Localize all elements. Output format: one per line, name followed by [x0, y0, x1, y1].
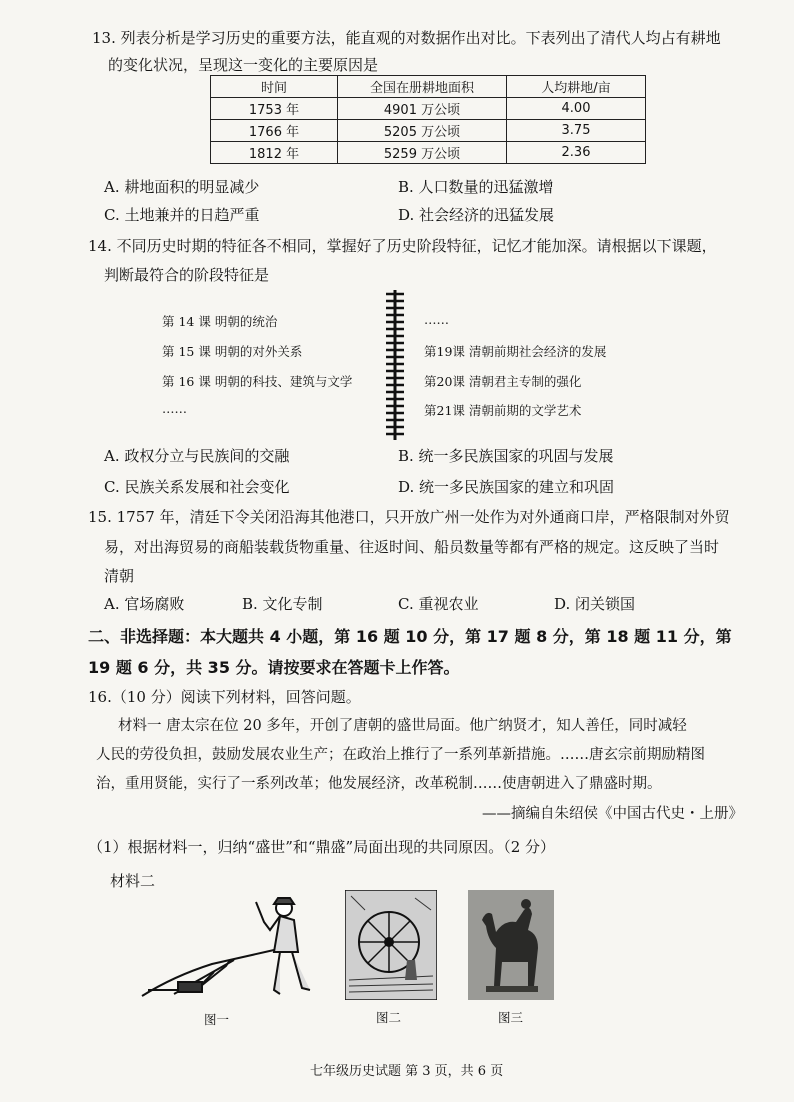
table-cell: 5259 万公顷 [338, 142, 507, 164]
q15-option-a[interactable]: A. 官场腐败 [104, 595, 185, 613]
q14-option-d[interactable]: D. 统一多民族国家的建立和巩固 [398, 478, 615, 496]
section-heading-line2: 19 题 6 分，共 35 分。请按要求在答题卡上作答。 [88, 658, 460, 677]
table-cell: 5205 万公顷 [338, 120, 507, 142]
table-cell: 1753 年 [211, 98, 338, 120]
material-one-line1: 材料一 唐太宗在位 20 多年，开创了唐朝的盛世局面。他广纳贤才，知人善任，同时减轻 [118, 718, 687, 734]
notebook-spine-icon [386, 290, 404, 440]
q14-option-c[interactable]: C. 民族关系发展和社会变化 [104, 478, 290, 496]
table-row [211, 98, 646, 120]
table-header: 全国在册耕地面积 [338, 76, 507, 98]
lesson-item: 第 16 课 明朝的科技、建筑与文学 [162, 374, 353, 389]
table-row [211, 120, 646, 142]
material-source: ——摘编自朱绍侯《中国古代史・上册》 [482, 806, 743, 822]
lesson-item: 第 14 课 明朝的统治 [162, 314, 278, 329]
lesson-item: 第21课 清朝前期的文学艺术 [424, 403, 582, 418]
q13-stem-line1: 13. 列表分析是学习历史的重要方法，能直观的对数据作出对比。下表列出了清代人均占有耕地 [92, 29, 721, 47]
q13-stem-line2: 的变化状况，呈现这一变化的主要原因是 [108, 56, 379, 74]
section-heading-line1: 二、非选择题：本大题共 4 小题，第 16 题 10 分，第 17 题 8 分，第 18 题 11 分，第 [88, 627, 732, 646]
q14-option-b[interactable]: B. 统一多民族国家的巩固与发展 [398, 447, 614, 465]
figure-caption: 图二 [376, 1010, 402, 1025]
lesson-item: …… [162, 401, 187, 416]
camel-figurine-figure-icon [468, 890, 554, 1000]
q15-stem-line3: 清朝 [104, 567, 135, 585]
water-wheel-figure-icon [345, 890, 437, 1000]
q15-stem-line1: 15. 1757 年，清廷下令关闭沿海其他港口，只开放广州一处作为对外通商口岸，严格限制对外贸 [88, 508, 730, 526]
table-header: 时间 [211, 76, 338, 98]
material-two-label: 材料二 [110, 872, 156, 890]
material-one-line3: 治，重用贤能，实行了一系列改革；他发展经济，改革税制……使唐朝进入了鼎盛时期。 [96, 776, 662, 792]
figure-caption: 图一 [204, 1012, 230, 1027]
q13-option-b[interactable]: B. 人口数量的迅猛激增 [398, 178, 554, 196]
table-cell: 4.00 [507, 98, 646, 120]
table-cell: 4901 万公顷 [338, 98, 507, 120]
lesson-item: …… [424, 312, 449, 327]
figure-caption: 图三 [498, 1010, 524, 1025]
q13-table [210, 75, 646, 164]
sub-question-1: （1）根据材料一，归纳“盛世”和“鼎盛”局面出现的共同原因。（2 分） [88, 838, 556, 856]
table-row [211, 142, 646, 164]
page-footer: 七年级历史试题 第 3 页，共 6 页 [310, 1064, 504, 1079]
q15-option-c[interactable]: C. 重视农业 [398, 595, 479, 613]
table-cell: 1766 年 [211, 120, 338, 142]
q13-option-d[interactable]: D. 社会经济的迅猛发展 [398, 206, 555, 224]
q14-option-a[interactable]: A. 政权分立与民族间的交融 [104, 447, 290, 465]
table-cell: 2.36 [507, 142, 646, 164]
lesson-item: 第 15 课 明朝的对外关系 [162, 344, 303, 359]
q14-stem-line2: 判断最符合的阶段特征是 [104, 266, 270, 284]
table-cell: 1812 年 [211, 142, 338, 164]
table-header-row [211, 76, 646, 98]
q15-stem-line2: 易，对出海贸易的商船装载货物重量、往返时间、船员数量等都有严格的规定。这反映了当时 [104, 538, 720, 556]
lesson-item: 第19课 清朝前期社会经济的发展 [424, 344, 607, 359]
table-header: 人均耕地/亩 [507, 76, 646, 98]
lesson-item: 第20课 清朝君主专制的强化 [424, 374, 582, 389]
plough-figure-icon [134, 890, 334, 1005]
q14-stem-line1: 14. 不同历史时期的特征各不相同，掌握好了历史阶段特征，记忆才能加深。请根据以下课题， [88, 237, 717, 255]
q16-intro: 16.（10 分）阅读下列材料，回答问题。 [88, 688, 361, 706]
table-cell: 3.75 [507, 120, 646, 142]
material-one-line2: 人民的劳役负担，鼓励发展农业生产；在政治上推行了一系列革新措施。……唐玄宗前期励精图 [96, 747, 705, 763]
q15-option-d[interactable]: D. 闭关锁国 [554, 595, 636, 613]
q13-option-c[interactable]: C. 土地兼并的日趋严重 [104, 206, 260, 224]
q13-option-a[interactable]: A. 耕地面积的明显减少 [104, 178, 260, 196]
q15-option-b[interactable]: B. 文化专制 [242, 595, 323, 613]
